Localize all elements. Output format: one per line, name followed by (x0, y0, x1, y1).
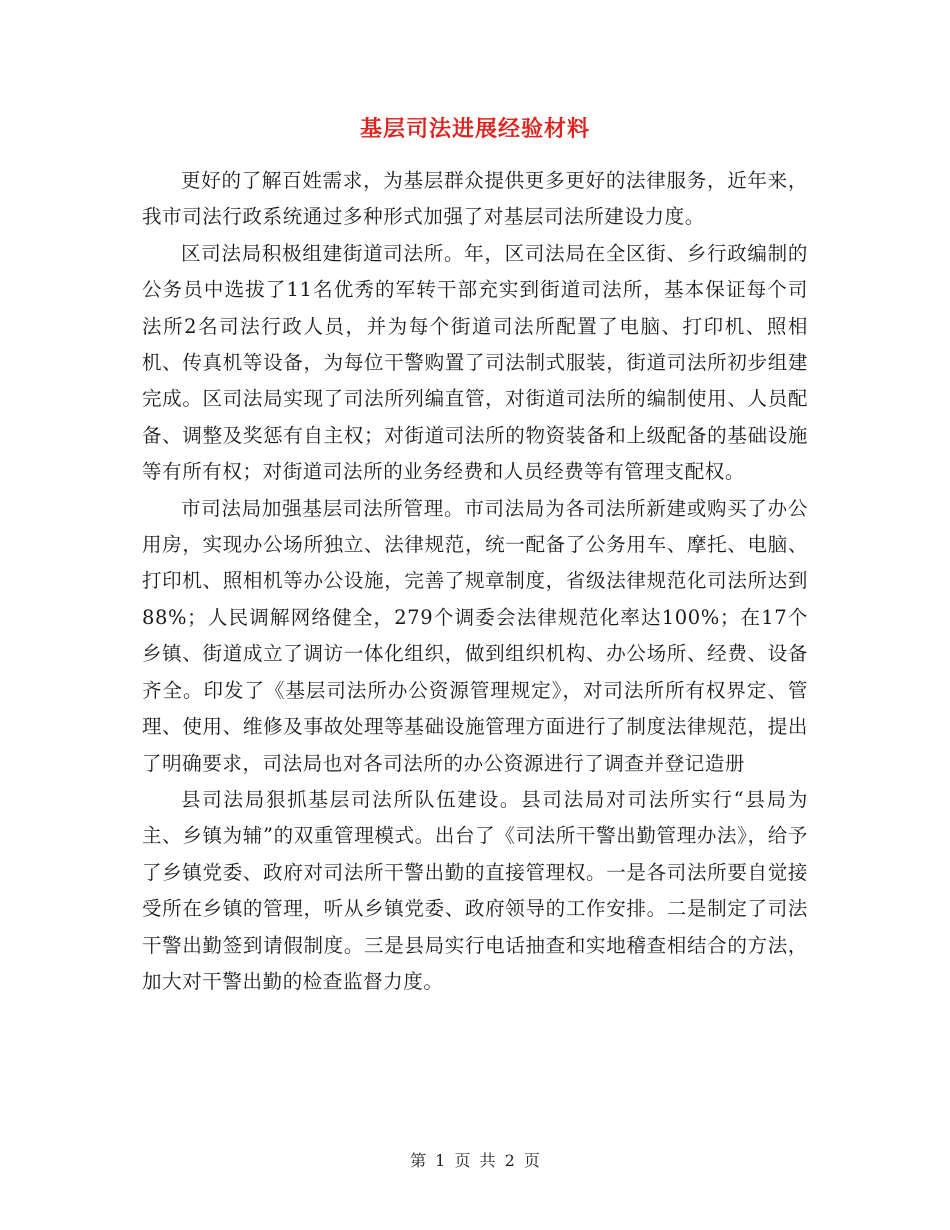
document-title: 基层司法进展经验材料 (359, 116, 590, 142)
paragraph-city-bureau: 市司法局加强基层司法所管理。市司法局为各司法所新建或购买了办公用房，实现办公场所独立、法律规范，统一配备了公务用车、摩托、电脑、打印机、照相机等办公设施，完善了规章制度，省级法律规范化司法所达到88%；人民调解网络健全，279个调委会法律规范化率达100%；在17个乡镇、街道成立了调访一体化组织，做到组织机构、办公场所、经费、设备齐全。印发了《基层司法所办公资源管理规定》，对司法所所有权界定、管理、使用、维修及事故处理等基础设施管理方面进行了制度法律规范，提出了明确要求，司法局也对各司法所的办公资源进行了调查并登记造册 (142, 496, 808, 775)
paragraph-district-bureau: 区司法局积极组建街道司法所。年，区司法局在全区街、乡行政编制的公务员中选拔了11名优秀的军转干部充实到街道司法所，基本保证每个司法所2名司法行政人员，并为每个街道司法所配置了电脑、打印机、照相机、传真机等设备，为每位干警购置了司法制式服装，街道司法所初步组建完成。区司法局实现了司法所列编直管，对街道司法所的编制使用、人员配备、调整及奖惩有自主权；对街道司法所的物资装备和上级配备的基础设施等有所有权；对街道司法所的业务经费和人员经费等有管理支配权。 (142, 241, 808, 484)
document-body (142, 163, 808, 1000)
paragraph-county-bureau: 县司法局狠抓基层司法所队伍建设。县司法局对司法所实行“县局为主、乡镇为辅”的双重管理模式。出台了《司法所干警出勤管理办法》，给予了乡镇党委、政府对司法所干警出勤的直接管理权。一是各司法所要自觉接受所在乡镇的管理，听从乡镇党委、政府领导的工作安排。二是制定了司法干警出勤签到请假制度。三是县局实行电话抽查和实地稽查相结合的方法，加大对干警出勤的检查监督力度。 (142, 787, 808, 993)
paragraph-intro: 更好的了解百姓需求，为基层群众提供更多更好的法律服务，近年来，我市司法行政系统通过多种形式加强了对基层司法所建设力度。 (142, 169, 808, 229)
page-number-footer: 第 1 页 共 2 页 (410, 1151, 540, 1170)
